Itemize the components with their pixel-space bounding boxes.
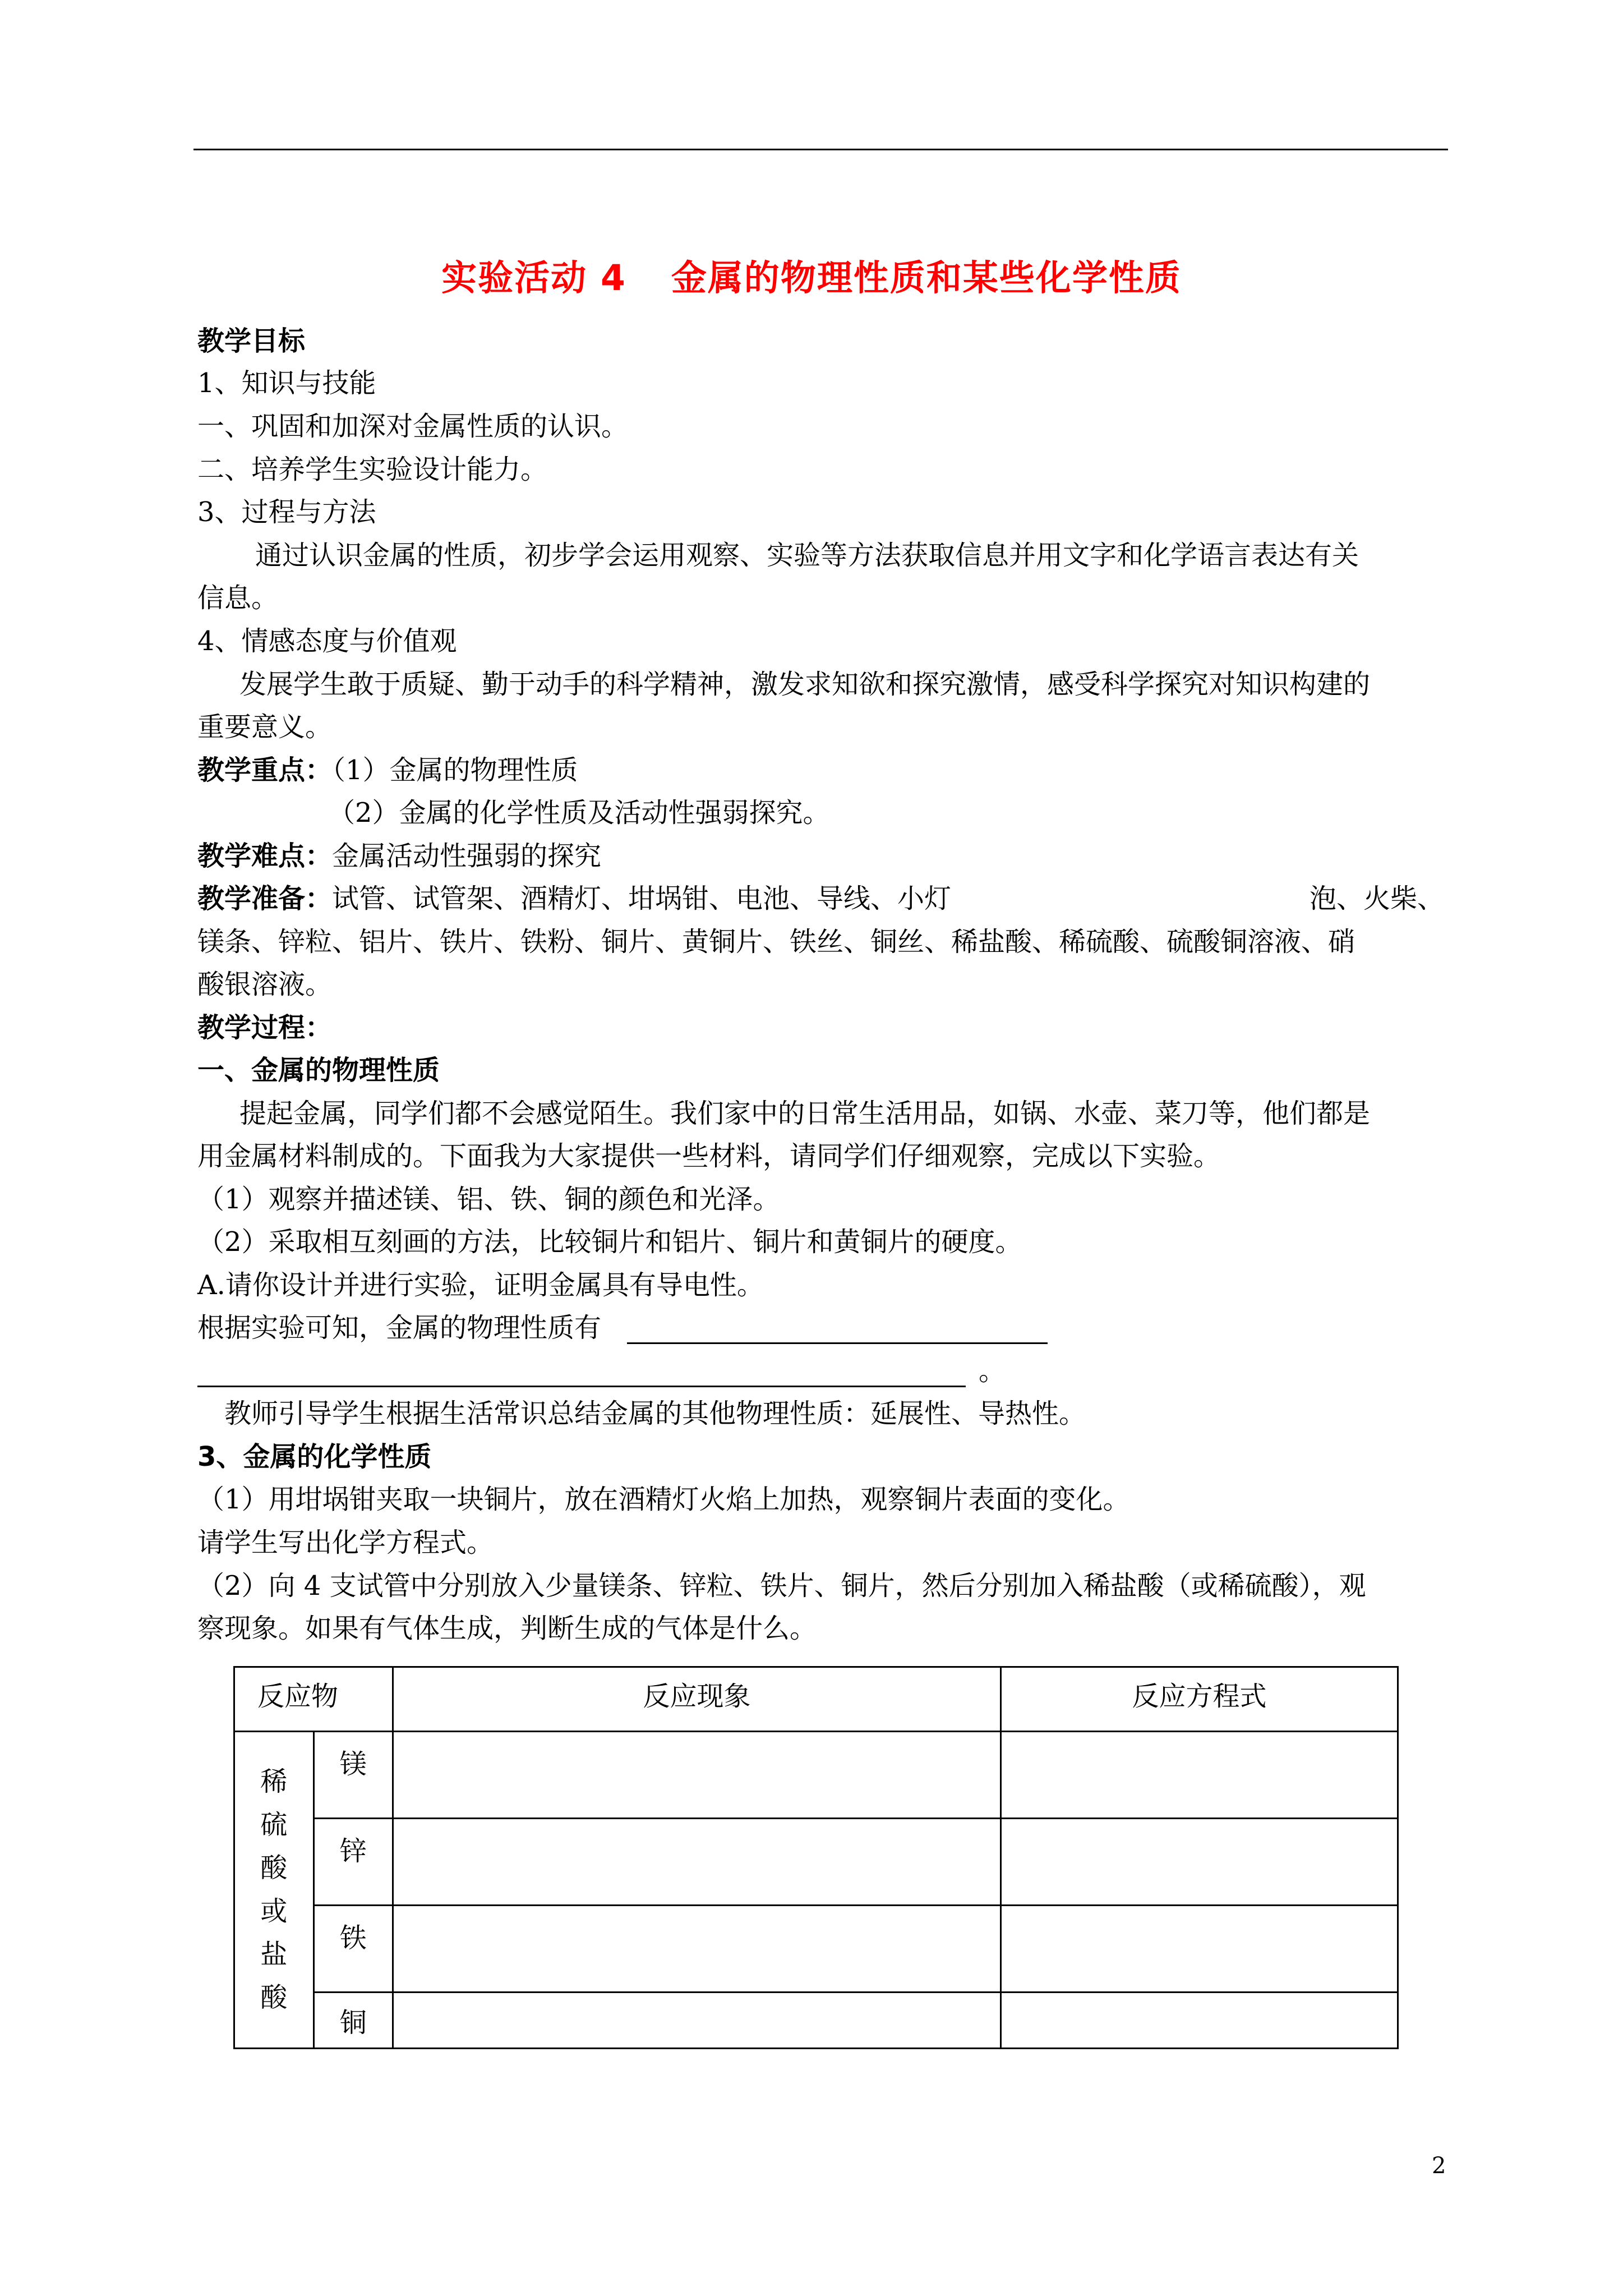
objective-process: 3、过程与方法 xyxy=(197,496,376,528)
objective-process-text: 通过认识金属的性质，初步学会运用观察、实验等方法获取信息并用文字和化学语言表达有关 xyxy=(255,540,1359,571)
acid-char: 盐 xyxy=(260,1939,288,1970)
key-points-label: 教学重点： xyxy=(197,754,333,786)
title-activity: 实验活动 4 xyxy=(441,257,626,298)
objective-process-text-cont: 信息。 xyxy=(197,582,279,614)
preparation-text-1b: 泡、火柴、 xyxy=(1310,883,1445,914)
process-heading: 教学过程： xyxy=(197,1012,333,1043)
section-chemical-item-1: （1）用坩埚钳夹取一块铜片，放在酒精灯火焰上加热，观察铜片表面的变化。 xyxy=(197,1484,1130,1515)
fill-blank-line-1[interactable] xyxy=(627,1342,1048,1344)
difficulty xyxy=(197,839,601,873)
preparation-text-2: 镁条、锌粒、铝片、铁片、铁粉、铜片、黄铜片、铁丝、铜丝、稀盐酸、稀硫酸、硫酸铜溶液、硝 xyxy=(197,926,1355,958)
header-rule xyxy=(193,149,1448,150)
table-row xyxy=(234,1993,1398,2049)
section-chemical-item-2-line-1: （2）向 4 支试管中分别放入少量镁条、锌粒、铁片、铜片，然后分别加入稀盐酸（或稀硫酸），观 xyxy=(197,1570,1366,1602)
acid-char: 或 xyxy=(260,1895,288,1927)
table-row xyxy=(234,1819,1398,1906)
header-reactant: 反应物 xyxy=(234,1667,393,1732)
objectives-heading: 教学目标 xyxy=(197,325,306,357)
objective-attitude-text-cont: 重要意义。 xyxy=(197,711,333,743)
reaction-table xyxy=(233,1666,1399,2049)
objective-attitude-text: 发展学生敢于质疑、勤于动手的科学精神，激发求知欲和探究激情，感受科学探究对知识构建的 xyxy=(239,669,1371,700)
header-phenomenon: 反应现象 xyxy=(393,1667,1001,1732)
metal-copper: 铜 xyxy=(313,1993,393,2049)
objective-attitude: 4、情感态度与价值观 xyxy=(197,625,457,657)
section-chemical-item-2-line-2: 察现象。如果有气体生成，判断生成的气体是什么。 xyxy=(197,1613,817,1644)
section-chemical-item-1b: 请学生写出化学方程式。 xyxy=(197,1527,494,1558)
section-physical-item-1: （1）观察并描述镁、铝、铁、铜的颜色和光泽。 xyxy=(197,1184,780,1215)
page-number: 2 xyxy=(1432,2153,1446,2179)
metal-iron: 铁 xyxy=(313,1906,393,1993)
section-physical-heading: 一、金属的物理性质 xyxy=(197,1055,440,1086)
equation-cell[interactable] xyxy=(1001,1993,1398,2049)
objective-knowledge-a: 一、巩固和加深对金属性质的认识。 xyxy=(197,411,629,442)
section-physical-item-a: A.请你设计并进行实验，证明金属具有导电性。 xyxy=(197,1269,764,1301)
metal-zinc: 锌 xyxy=(313,1819,393,1906)
metal-magnesium: 镁 xyxy=(313,1732,393,1819)
table-row xyxy=(234,1732,1398,1819)
phenomenon-cell[interactable] xyxy=(393,1993,1001,2049)
acid-char: 酸 xyxy=(260,1982,288,2013)
preparation-label: 教学准备： xyxy=(197,883,333,914)
phenomenon-cell[interactable] xyxy=(393,1732,1001,1819)
fill-blank-end: 。 xyxy=(979,1355,1006,1387)
section-physical-teacher-note: 教师引导学生根据生活常识总结金属的其他物理性质：延展性、导热性。 xyxy=(224,1398,1086,1429)
key-point-2: （2）金属的化学性质及活动性强弱探究。 xyxy=(328,797,830,829)
section-physical-item-2: （2）采取相互刻画的方法，比较铜片和铝片、铜片和黄铜片的硬度。 xyxy=(197,1226,1022,1258)
acid-char: 稀 xyxy=(260,1766,288,1797)
preparation xyxy=(197,882,951,915)
section-physical-para-1: 提起金属，同学们都不会感觉陌生。我们家中的日常生活用品，如锅、水壶、菜刀等，他们都是 xyxy=(239,1098,1371,1129)
difficulty-text: 金属活动性强弱的探究 xyxy=(332,840,602,872)
table-row xyxy=(234,1906,1398,1993)
title-topic: 金属的物理性质和某些化学性质 xyxy=(671,257,1182,298)
objective-knowledge: 1、知识与技能 xyxy=(197,367,376,399)
objective-knowledge-b: 二、培养学生实验设计能力。 xyxy=(197,454,548,485)
key-points xyxy=(197,753,578,787)
header-equation: 反应方程式 xyxy=(1001,1667,1398,1732)
preparation-text-1: 试管、试管架、酒精灯、坩埚钳、电池、导线、小灯 xyxy=(332,883,952,914)
section-physical-para-2: 用金属材料制成的。下面我为大家提供一些材料，请同学们仔细观察，完成以下实验。 xyxy=(197,1140,1221,1172)
page-title xyxy=(0,250,1623,301)
fill-blank-line-2[interactable] xyxy=(197,1386,966,1387)
acid-char: 硫 xyxy=(260,1809,288,1841)
acid-group-label xyxy=(234,1732,314,2049)
phenomenon-cell[interactable] xyxy=(393,1819,1001,1906)
table-header-row xyxy=(234,1667,1398,1732)
section-chemical-heading: 3、金属的化学性质 xyxy=(197,1441,432,1473)
acid-char: 酸 xyxy=(260,1852,288,1884)
key-point-1: （1）金属的物理性质 xyxy=(332,754,578,786)
equation-cell[interactable] xyxy=(1001,1906,1398,1993)
equation-cell[interactable] xyxy=(1001,1732,1398,1819)
phenomenon-cell[interactable] xyxy=(393,1906,1001,1993)
difficulty-label: 教学难点： xyxy=(197,840,333,872)
section-physical-fill-prompt: 根据实验可知，金属的物理性质有 xyxy=(197,1312,602,1343)
preparation-text-3: 酸银溶液。 xyxy=(197,969,333,1000)
equation-cell[interactable] xyxy=(1001,1819,1398,1906)
